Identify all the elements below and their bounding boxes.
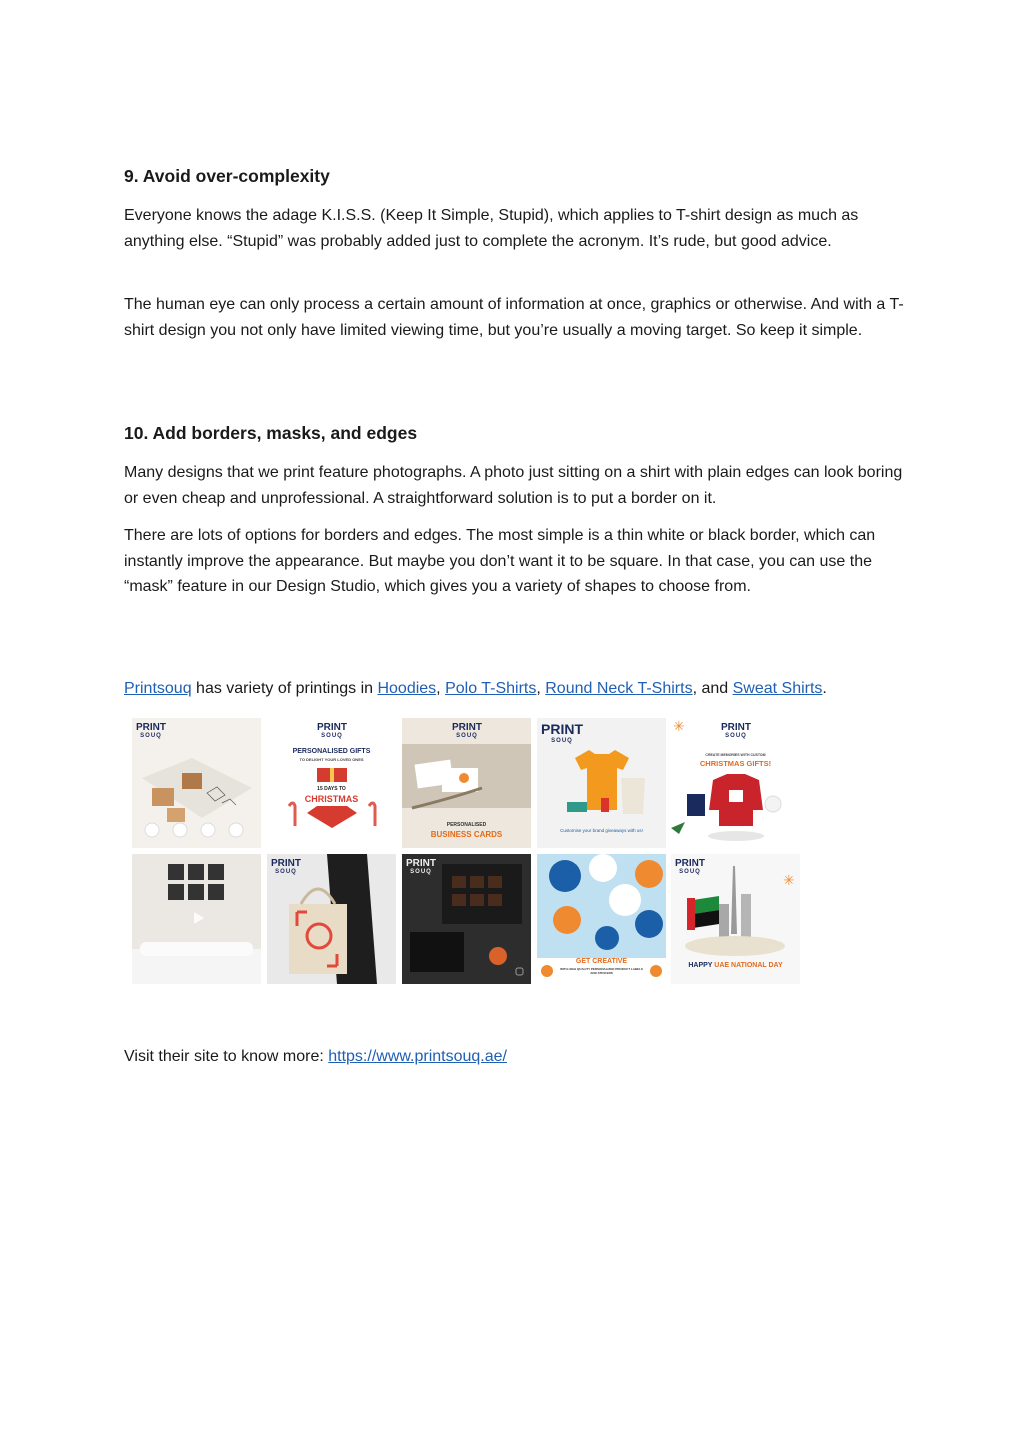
greeting-happy: HAPPY <box>688 962 713 969</box>
section-10-paragraph-2: There are lots of options for borders and edges. The most simple is a thin white or black border, which can instantly improve the appearance. But maybe you don’t want it to be square. In that case, you can use the “mask” feature in our Design Studio, which gives you a variety of shapes to choose from. <box>124 527 876 595</box>
tile-greeting <box>671 962 800 969</box>
printsouq-logo: PRINT SOUQ <box>136 722 166 739</box>
tile-small-caption: WITH HIGH QUALITY PERSONALIZED PRODUCT LABELS AND STICKERS <box>560 967 643 975</box>
tile-title: CHRISTMAS GIFTS! <box>699 759 772 768</box>
tile-christmas: CHRISTMAS <box>304 794 359 804</box>
printsouq-site-link[interactable]: https://www.printsouq.ae/ <box>328 1048 507 1065</box>
period: . <box>822 680 827 697</box>
printsouq-logo: PRINT SOUQ <box>406 858 436 875</box>
gallery-tile-uae-national-day[interactable] <box>671 854 800 984</box>
business-cards-illustration <box>402 718 531 848</box>
separator: , and <box>692 680 733 697</box>
section-10-paragraph-1: Many designs that we print feature photographs. A photo just sitting on a shirt with plain edges can look boring or even cheap and unprofessional. A straightforward solution is to put a border on it. <box>124 464 903 507</box>
sweat-shirts-link[interactable]: Sweat Shirts <box>732 680 823 697</box>
tile-subtitle: CREATE MEMORIES WITH CUSTOM <box>705 753 766 757</box>
tile-title: PERSONALISED GIFTS <box>292 748 371 755</box>
separator: , <box>436 680 446 697</box>
photo-frames-illustration <box>132 854 261 984</box>
section-9-heading: 9. Avoid over-complexity <box>124 166 330 186</box>
gallery-tile-chocolate-box[interactable] <box>402 854 531 984</box>
chocolate-box-illustration <box>402 854 531 984</box>
printsouq-logo: PRINT SOUQ <box>271 858 301 875</box>
variety-paragraph <box>124 676 904 702</box>
gallery-tile-tote-bag[interactable] <box>267 854 396 984</box>
round-neck-tshirts-link[interactable]: Round Neck T-Shirts <box>545 680 693 697</box>
tile-caption: Customise your brand giveaways with us! <box>560 828 643 833</box>
gallery-tile-christmas-gifts[interactable] <box>671 718 800 848</box>
gift-box-icon <box>267 718 396 848</box>
greeting-day: NATIONAL DAY <box>731 962 783 969</box>
tile-big-caption: BUSINESS CARDS <box>430 830 503 839</box>
gallery-tile-packaging[interactable] <box>132 718 261 848</box>
gallery-tile-photo-frames[interactable] <box>132 854 261 984</box>
tile-days: 15 DAYS TO <box>317 786 346 792</box>
visit-text: Visit their site to know more: <box>124 1048 329 1065</box>
christmas-sweater-illustration <box>671 718 800 848</box>
printsouq-logo: PRINT SOUQ <box>541 721 583 744</box>
hoodies-link[interactable]: Hoodies <box>377 680 437 697</box>
tile-subtitle: TO DELIGHT YOUR LOVED ONES <box>299 757 364 762</box>
instagram-gallery <box>132 718 800 984</box>
printsouq-link[interactable]: Printsouq <box>124 680 192 697</box>
section-9-paragraph-1: Everyone knows the adage K.I.S.S. (Keep It Simple, Stupid), which applies to T-shirt design as much as anything else. “Stupid” was probably added just to complete the acronym. It’s rude, but good advice. <box>124 207 859 250</box>
gallery-tile-stickers[interactable] <box>537 854 666 984</box>
printsouq-logo: PRINT SOUQ <box>317 722 347 739</box>
gallery-tile-christmas-countdown[interactable] <box>267 718 396 848</box>
packaging-illustration <box>132 718 261 848</box>
printsouq-logo: PRINT SOUQ <box>721 722 751 739</box>
tile-small-caption: PERSONALISED <box>446 822 487 828</box>
gallery-tile-business-cards[interactable] <box>402 718 531 848</box>
star-icon: ✳ <box>673 718 685 734</box>
tote-bag-illustration <box>267 854 396 984</box>
visit-paragraph <box>124 1044 904 1070</box>
polo-tshirts-link[interactable]: Polo T-Shirts <box>445 680 537 697</box>
printsouq-logo: PRINT SOUQ <box>675 858 705 875</box>
gallery-tile-giveaways[interactable] <box>537 718 666 848</box>
star-icon: ✳ <box>783 872 795 888</box>
separator: , <box>536 680 546 697</box>
printsouq-logo: PRINT SOUQ <box>452 722 482 739</box>
tile-big-caption: GET CREATIVE <box>575 958 628 965</box>
section-9-paragraph-2: The human eye can only process a certain amount of information at once, graphics or otherwise. And with a T-shirt design you not only have limited viewing time, but you’re usually a moving target. So keep it simple. <box>124 296 904 339</box>
variety-text: has variety of printings in <box>191 680 378 697</box>
section-10-heading: 10. Add borders, masks, and edges <box>124 423 418 443</box>
greeting-uae: UAE <box>714 962 730 969</box>
